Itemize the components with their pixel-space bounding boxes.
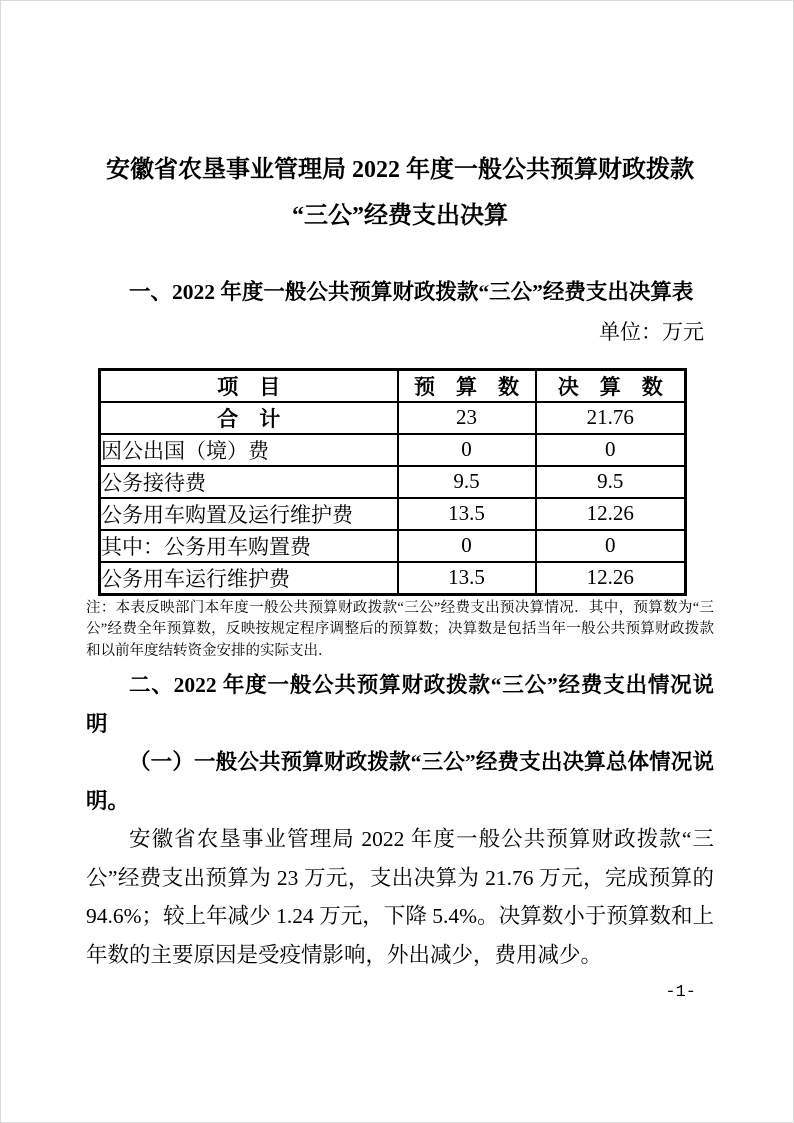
cell-final-vehicle-maintenance: 12.26 bbox=[536, 562, 686, 595]
document-content bbox=[86, 1, 714, 1002]
cell-item-vehicle-total: 公务用车购置及运行维护费 bbox=[100, 498, 398, 530]
cell-final-abroad: 0 bbox=[536, 434, 686, 466]
cell-item-abroad: 因公出国（境）费 bbox=[100, 434, 398, 466]
section-one-heading: 一、2022 年度一般公共预算财政拨款“三公”经费支出决算表 bbox=[129, 280, 694, 304]
summary-paragraph: 安徽省农垦事业管理局 2022 年度一般公共预算财政拨款“三公”经费支出预算为 23 万元，支出决算为 21.76 万元，完成预算的 94.6%；较上年减少 1.24 万元，下降 5.4%。决算数小于预算数和上年数的主要原因是受疫情影响，外出减少，费用减少。 bbox=[86, 827, 714, 967]
header-budget: 预 算 数 bbox=[398, 369, 536, 402]
cell-final-total: 21.76 bbox=[536, 402, 686, 434]
header-final: 决 算 数 bbox=[536, 369, 686, 402]
cell-final-vehicle-purchase: 0 bbox=[536, 530, 686, 562]
cell-final-vehicle-total: 12.26 bbox=[536, 498, 686, 530]
table-note: 注：本表反映部门本年度一般公共预算财政拨款“三公”经费支出预决算情况．其中，预算数为“三公”经费全年预算数，反映按规定程序调整后的预算数；决算数是包括当年一般公共预算财政拨款和以前年度结转资金安排的实际支出． bbox=[86, 599, 714, 659]
page-number: -1- bbox=[665, 983, 696, 1002]
subsection-one-heading: （一）一般公共预算财政拨款“三公”经费支出决算总体情况说明。 bbox=[86, 750, 714, 813]
table-row-vehicle-total bbox=[100, 498, 686, 530]
cell-budget-total: 23 bbox=[398, 402, 536, 434]
table-row-vehicle-maintenance bbox=[100, 562, 686, 595]
cell-budget-vehicle-maintenance: 13.5 bbox=[398, 562, 536, 595]
cell-budget-vehicle-purchase: 0 bbox=[398, 530, 536, 562]
table-row-reception bbox=[100, 466, 686, 498]
budget-table bbox=[98, 368, 687, 596]
document-title-line2: “三公”经费支出决算 bbox=[292, 203, 508, 229]
cell-budget-reception: 9.5 bbox=[398, 466, 536, 498]
unit-label: 单位：万元 bbox=[599, 319, 704, 344]
header-item: 项 目 bbox=[100, 369, 398, 402]
cell-item-vehicle-maintenance: 公务用车运行维护费 bbox=[100, 562, 398, 595]
cell-item-vehicle-purchase: 其中：公务用车购置费 bbox=[100, 530, 398, 562]
cell-item-reception: 公务接待费 bbox=[100, 466, 398, 498]
document-title-line1: 安徽省农垦事业管理局 2022 年度一般公共预算财政拨款 bbox=[106, 157, 694, 183]
table-row-vehicle-purchase bbox=[100, 530, 686, 562]
document-title bbox=[86, 1, 714, 239]
table-row-total bbox=[100, 402, 686, 434]
cell-item-total: 合 计 bbox=[100, 402, 398, 434]
table-row-abroad bbox=[100, 434, 686, 466]
cell-final-reception: 9.5 bbox=[536, 466, 686, 498]
cell-budget-abroad: 0 bbox=[398, 434, 536, 466]
table-header-row bbox=[100, 369, 686, 402]
section-two-heading: 二、2022 年度一般公共预算财政拨款“三公”经费支出情况说明 bbox=[86, 673, 714, 736]
cell-budget-vehicle-total: 13.5 bbox=[398, 498, 536, 530]
